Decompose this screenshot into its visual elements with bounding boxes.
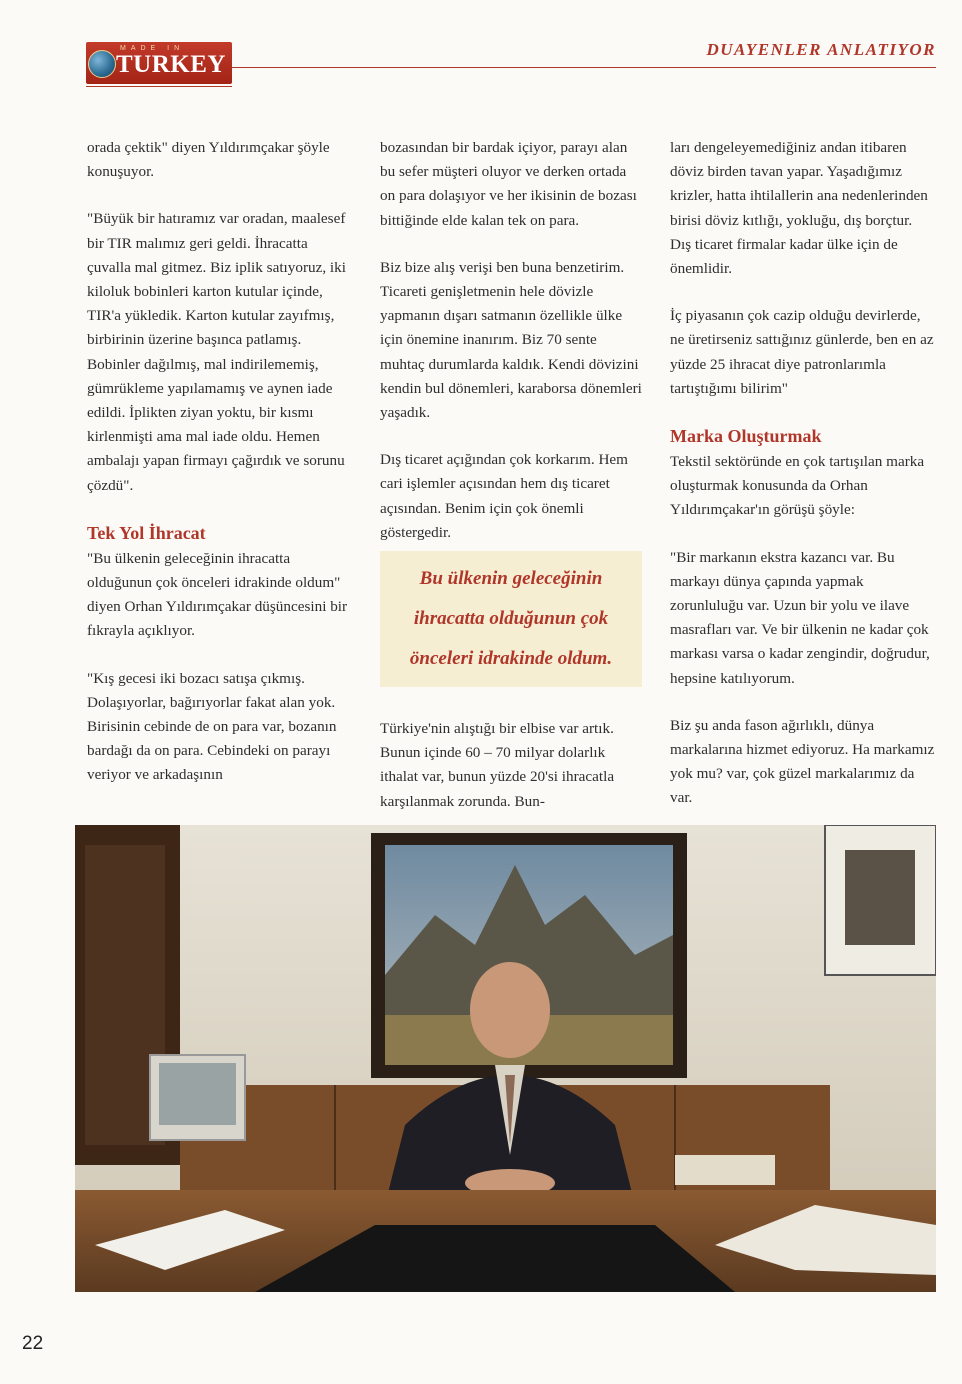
subheading-tek-yol-ihracat: Tek Yol İhracat — [87, 522, 206, 543]
page-number: 22 — [22, 1333, 44, 1354]
office-scene-illustration — [75, 825, 936, 1292]
globe-icon — [88, 50, 116, 78]
paragraph: Biz bize alış verişi ben buna benzetirim. Ticareti genişletmenin hele dövizle yapmanın dışarı satmanın özellikle ülke için önemine inanırım. Biz 70 sente muhtaç durumlarda kaldık. Kendi dövizini kendin bul dönemleri, karaborsa dönemleri yaşadık. — [380, 258, 642, 422]
header-rule — [232, 67, 936, 68]
logo-made-in: MADE IN — [120, 45, 185, 52]
paragraph: orada çektik" diyen Yıldırımçakar şöyle konuşuyor. — [87, 139, 330, 181]
paragraph: Dış ticaret açığından çok korkarım. Hem cari işlemler açısından hem dış ticaret açısından. Benim için çok önemli göstergedir. — [380, 451, 628, 541]
section-title: DUAYENLER ANLATIYOR — [706, 40, 936, 59]
paragraph: Tekstil sektöründe en çok tartışılan marka oluşturmak konusunda da Orhan Yıldırımçakar'ın görüşü şöyle: — [670, 453, 925, 519]
paragraph: "Bu ülkenin geleceğinin ihracatta olduğunun çok önceleri idrakinde oldum" diyen Orhan Yıldırımçakar düşüncesini bir fıkrayla açıklıyor. — [87, 549, 348, 640]
office-photograph — [75, 825, 936, 1292]
header-rule-left — [86, 86, 232, 87]
article-column-2 — [380, 136, 642, 837]
article-column-1 — [87, 136, 353, 811]
paragraph: ları dengeleyemediğiniz andan itibaren döviz birden tavan yapar. Yaşadığımız krizler, hatta ihtilallerin ana nedenlerinden birisi döviz kıtlığı, yokluğu, dış borçtur. Dış ticaret firmalar kadar ülke için de önemlidir. — [670, 139, 928, 278]
made-in-turkey-logo — [86, 42, 232, 84]
article-column-3 — [670, 136, 936, 834]
paragraph: Biz şu anda fason ağırlıklı, dünya markalarına hizmet ediyoruz. Ha markamız yok mu? var, çok güzel markalarımız da var. — [670, 716, 935, 807]
paragraph: bozasından bir bardak içiyor, parayı alan bu sefer müşteri oluyor ve derken ortada on para dolaşıyor ve her ikisinin de bozası bittiğinde elde kalan tek on para. — [380, 139, 637, 229]
paragraph: "Kış gecesi iki bozacı satışa çıkmış. Dolaşıyorlar, bağırıyorlar fakat alan yok. Birisinin cebinde de on para var, bozanın bardağı da on para. Cebindeki on parayı veriyor ve arkadaşının — [87, 669, 337, 784]
paragraph: Türkiye'nin alıştığı bir elbise var artık. Bunun içinde 60 – 70 milyar dolarlık ithalat var, bunun yüzde 20'si ihracatla karşılanmak zorunda. Bun- — [380, 720, 615, 810]
subheading-marka-olusturmak: Marka Oluşturmak — [670, 426, 822, 447]
pull-quote: Bu ülkenin geleceğinin ihracatta olduğunun çok önceleri idrakinde oldum. — [380, 551, 642, 687]
paragraph: "Büyük bir hatıramız var oradan, maalesef bir TIR malımız geri geldi. İhracatta çuvalla mal gitmez. Biz iplik satıyoruz, iki kiloluk bobinleri karton kutular içinde, TIR'a yükledik. Karton kutular zayıfmış, birbirinin üzerine başınca patlamış. Bobinler dağılmış, mal indirilememiş, gümrükleme yapılamamış ve aynen iade edildi. İplikten ziyan yoktu, bir kısmı kirlenmişti ama mal iade oldu. Hemen ambalajı yapan firmayı çağırdık ve sorunu çözdü". — [87, 210, 346, 494]
paragraph: İç piyasanın çok cazip olduğu devirlerde, ne üretirseniz sattığınız günlerde, ben en az yüzde 25 ihracat diye patronlarımla tartıştığımı bilirim" — [670, 307, 934, 397]
logo-brand: TURKEY — [116, 51, 226, 78]
paragraph: "Bir markanın ekstra kazancı var. Bu markayı dünya çapında yapmak zorunluluğu var. Uzun bir yolu ve ilave masrafları var. Ve bir ülkenin ne kadar çok markası varsa o kadar zengindir, doğrudur, hepsine katılıyorum. — [670, 548, 930, 687]
